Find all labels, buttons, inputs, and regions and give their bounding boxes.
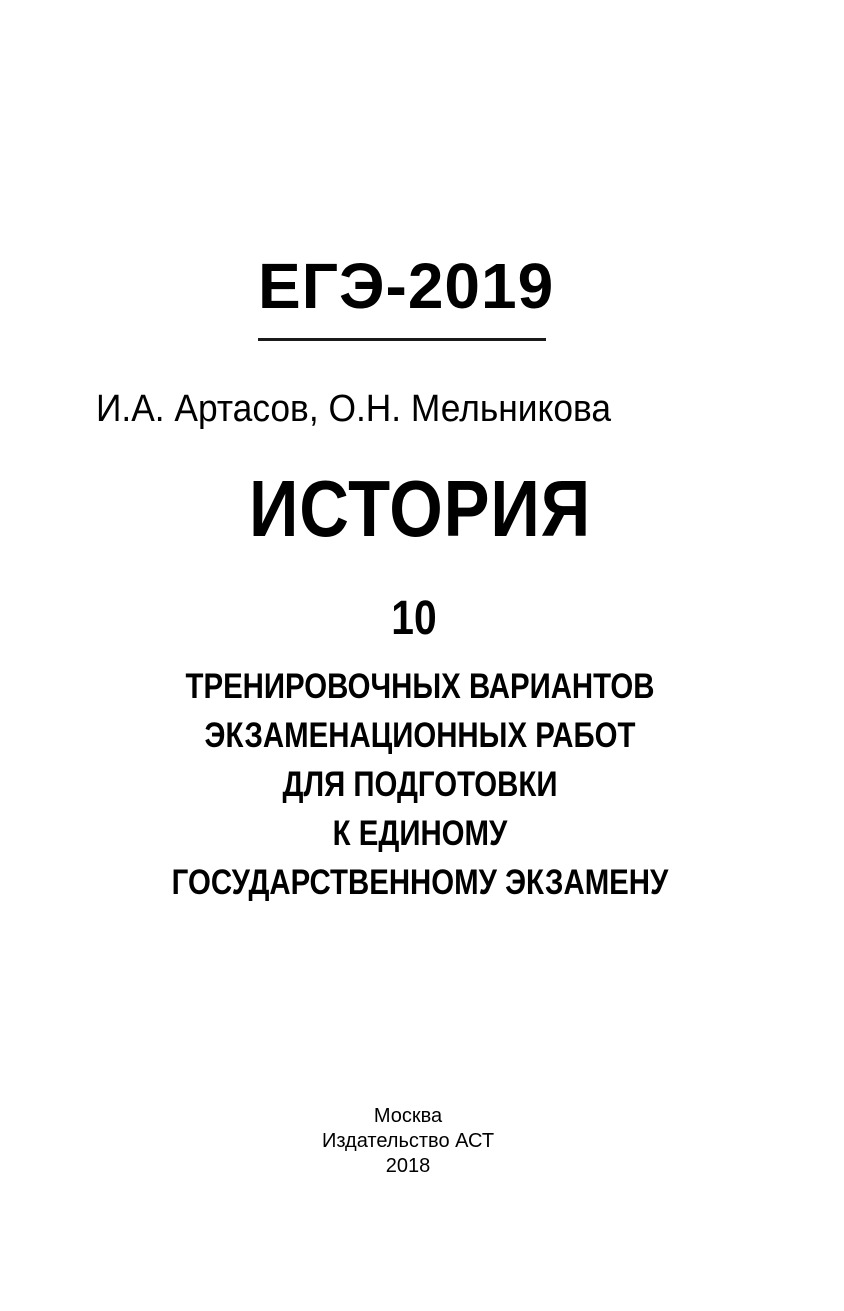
description-line: ЭКЗАМЕНАЦИОННЫХ РАБОТ	[204, 716, 636, 755]
description-line: К ЕДИНОМУ	[332, 814, 508, 853]
description-line: ТРЕНИРОВОЧНЫХ ВАРИАНТОВ	[185, 667, 655, 706]
title-divider	[258, 338, 546, 341]
variants-count: 10	[391, 592, 437, 645]
book-description	[66, 662, 775, 907]
imprint-city: Москва	[373, 1105, 443, 1127]
imprint-year: 2018	[385, 1155, 431, 1177]
subject-title: ИСТОРИЯ	[248, 464, 592, 553]
series-title: ЕГЭ-2019	[258, 250, 555, 322]
description-line: ГОСУДАРСТВЕННОМУ ЭКЗАМЕНУ	[171, 863, 669, 902]
imprint-publisher: Издательство АСТ	[321, 1130, 495, 1152]
imprint	[0, 1104, 830, 1179]
description-line: ДЛЯ ПОДГОТОВКИ	[282, 765, 558, 804]
authors: И.А. Артасов, О.Н. Мельникова	[96, 388, 612, 430]
